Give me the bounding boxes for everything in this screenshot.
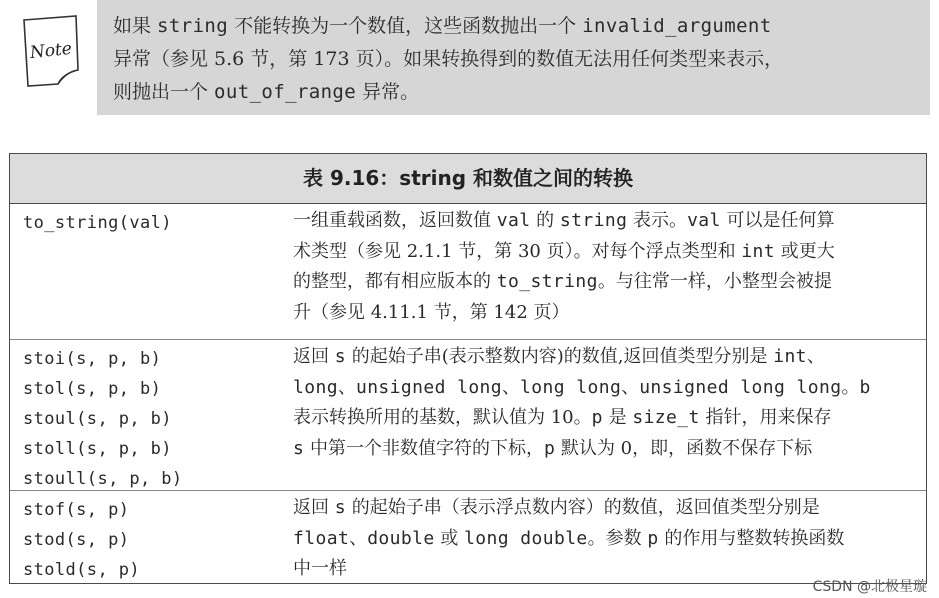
code-text: to_string [496,271,598,292]
body-text: 的起始子串(表示整数内容)的数值,返回值类型分别是 [345,346,774,367]
body-text: 可以是任何算 [720,210,835,231]
text-line [293,403,918,434]
code-text: unsigned long [355,376,503,398]
table-row [10,203,926,340]
text-line [293,434,918,465]
code-text: double [367,527,435,549]
body-text: 术类型（参见 2.1.1 节，第 30 页）。对每个浮点类型和 [293,240,742,262]
function-signature: stold(s, p) [23,560,140,580]
code-text: val [496,210,531,231]
body-text: 异常。 [356,81,420,103]
code-text: unsigned long long [639,376,842,398]
function-signature: stoul(s, p, b) [23,409,172,429]
text-line [293,267,918,298]
body-text: 中第一个非数值字符的下标， [304,437,544,459]
text-line [113,10,925,43]
note-icon [18,12,84,92]
body-text: 。参数 [587,527,648,549]
body-text: 、 [502,376,521,398]
body-text: 。与往常一样，小整型会被提 [597,271,832,292]
note-text [113,10,925,109]
table-row [10,490,926,585]
body-text: 的 [530,210,560,231]
body-text: 中一样 [293,558,347,579]
body-text: 表示。 [627,210,688,231]
code-text: long long [520,376,622,398]
body-text: 或更大 [775,240,835,262]
function-description [293,206,918,328]
function-signature: stoull(s, p, b) [23,469,183,489]
code-text: p [591,407,603,428]
code-text: string [157,15,229,37]
body-text: 、 [349,527,368,549]
note-box [97,0,930,115]
function-signature: stol(s, p, b) [23,379,162,399]
function-signature: stod(s, p) [23,530,130,550]
body-text: 、 [337,376,356,398]
table-title: 表 9.16：string 和数值之间的转换 [10,154,926,204]
body-text: 、 [806,346,825,367]
body-text: 。 [841,376,860,398]
body-text: 如果 [113,15,158,37]
conversion-table [9,153,927,584]
body-text: 表示转换所用的基数，默认值为 10。 [293,407,592,428]
body-text: 的作用与整数转换函数 [658,527,845,549]
body-text: 是 [602,407,633,428]
text-line [293,298,918,329]
function-description [293,493,918,585]
function-signature: stof(s, p) [23,500,130,520]
table-row [10,339,926,491]
function-signatures [23,208,273,238]
function-description [293,342,918,464]
function-signature: stoi(s, p, b) [23,349,162,369]
function-signature: stoll(s, p, b) [23,439,172,459]
code-text: string [559,210,628,231]
function-signature: to_string(val) [23,213,172,233]
code-text: out_of_range [214,81,357,103]
code-text: int [773,346,807,367]
function-signatures [23,344,273,494]
code-text: val [687,210,721,231]
body-text: 的起始子串（表示浮点数内容）的数值，返回值类型分别是 [345,497,820,518]
code-text: b [859,376,871,398]
code-text: p [647,527,659,549]
body-text: 或 [434,527,465,549]
watermark: CSDN @北极星璇 [812,579,927,595]
body-text: 返回 [293,497,335,518]
body-text: 则抛出一个 [113,81,215,103]
code-text: float [293,527,350,549]
code-text: long [293,376,338,398]
body-text: 的整型，都有相应版本的 [293,271,497,292]
text-line [293,342,918,373]
code-text: s [293,437,305,459]
text-line [113,43,925,76]
body-text: 默认为 0，即，函数不保存下标 [555,437,813,459]
body-text: 指针，用来保存 [699,407,832,428]
text-line [293,493,918,524]
note-icon-label: Note [28,38,73,64]
text-line [293,237,918,268]
text-line [293,206,918,237]
body-text: 异常（参见 5.6 节，第 173 页）。如果转换得到的数值无法用任何类型来表示， [113,48,784,70]
code-text: size_t [632,407,700,428]
code-text: s [334,346,346,367]
text-line [293,524,918,555]
text-line [293,373,918,404]
code-text: long double [464,527,588,549]
body-text: 不能转换为一个数值，这些函数抛出一个 [228,15,583,37]
function-signatures [23,495,273,585]
body-text: 、 [621,376,640,398]
code-text: p [543,437,556,459]
code-text: int [741,240,776,262]
body-text: 升（参见 4.11.1 节，第 142 页） [293,301,570,323]
body-text: 一组重载函数，返回数值 [293,210,497,231]
text-line [113,76,925,109]
code-text: invalid_argument [582,15,772,37]
body-text: 返回 [293,346,335,367]
code-text: s [334,497,346,518]
